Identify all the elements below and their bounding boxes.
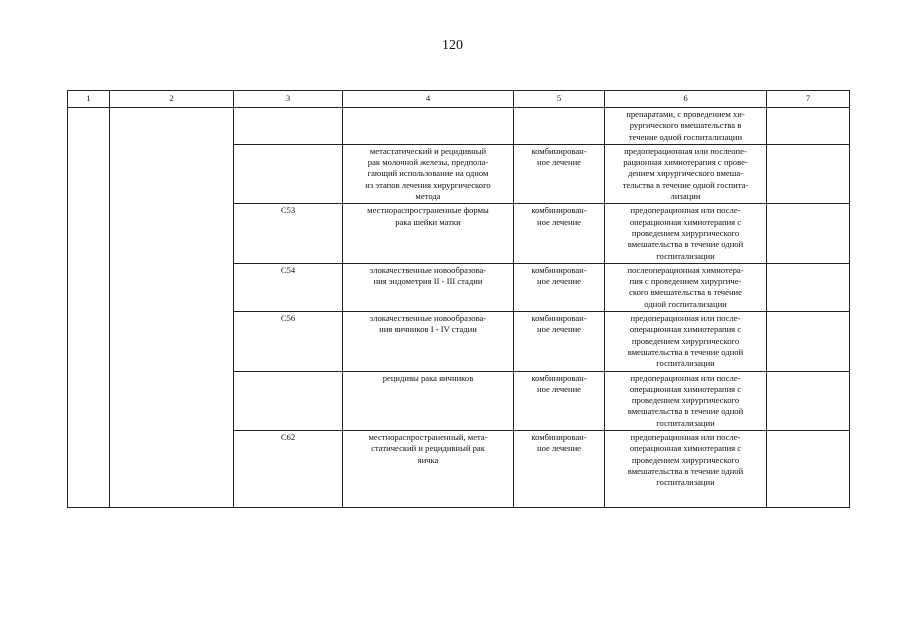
code-text: C62 [280,432,296,443]
cell-treatment-type [514,263,605,311]
cell-code [234,431,343,508]
treatment-type-text: комбинирован- ное лечение [531,264,587,287]
treatment-type-text: комбинирован- ное лечение [531,145,587,168]
cell-method [605,108,767,145]
cell-col2 [110,108,234,508]
method-text: предоперационная или после- операционная химиотерапия с проведением хирургического вмешательства в течение одной госпитализации [627,432,744,488]
table-row [68,108,850,145]
condition-text: злокачественные новообразова- ния эндометрия II - III стадии [369,264,487,287]
cell-code [234,144,343,203]
cell-condition [343,431,514,508]
treatment-type-text: комбинирован- ное лечение [531,432,587,454]
method-text: препаратами, с проведением хи- рургического вмешательства в течение одной госпитализации [626,109,745,142]
header-row [68,91,850,108]
treatment-type-text: комбинирован- ное лечение [531,313,587,335]
method-text: предоперационная или послеопе- рационная химиотерапия с прове- дением хирургического вмеша- тельства в течение одной госпита- лизации [622,145,749,202]
cell-treatment-type [514,371,605,430]
cell-col7 [767,204,850,263]
cell-code [234,371,343,430]
cell-treatment-type [514,144,605,203]
method-text: предоперационная или после- операционная химиотерапия с проведением хирургического вмешательства в течение одной госпитализации [627,313,744,369]
medical-care-table [67,90,850,508]
cell-treatment-type [514,108,605,145]
cell-method [605,204,767,263]
table-body [68,108,850,508]
cell-col7 [767,263,850,311]
condition-text: рецидивы рака яичников [382,372,474,383]
condition-text: местнораспространенные формы рака шейки матки [367,205,489,227]
cell-col7 [767,431,850,508]
cell-col7 [767,108,850,145]
cell-condition [343,204,514,263]
column-header: 7 [767,91,850,108]
column-header: 2 [110,91,234,108]
cell-treatment-type [514,312,605,371]
column-header: 1 [68,91,110,108]
cell-col1 [68,108,110,508]
cell-col7 [767,312,850,371]
cell-method [605,371,767,430]
cell-condition [343,144,514,203]
method-text: предоперационная или после- операционная химиотерапия с проведением хирургического вмешательства в течение одной госпитализации [627,372,744,428]
cell-treatment-type [514,431,605,508]
cell-method [605,431,767,508]
cell-treatment-type [514,204,605,263]
cell-code [234,108,343,145]
cell-code [234,204,343,263]
method-text: послеоперационная химиотера- пия с проведением хирургиче- ского вмешательства в течение одной госпитализации [627,264,744,309]
cell-condition [343,312,514,371]
cell-code [234,312,343,371]
column-header: 3 [234,91,343,108]
cell-method [605,312,767,371]
cell-col7 [767,371,850,430]
treatment-type-text: комбинирован- ное лечение [531,372,587,394]
cell-method [605,144,767,203]
cell-condition [343,371,514,430]
cell-method [605,263,767,311]
condition-text: злокачественные новообразова- ния яичников I - IV стадии [369,313,487,335]
column-header: 5 [514,91,605,108]
code-text: C56 [280,313,296,324]
condition-text: метастатический и рецидивный рак молочной железы, предпола- гающий использование на одном из этапов лечения хирургического метода [365,145,491,202]
code-text: C53 [280,205,296,216]
treatment-type-text: комбинирован- ное лечение [531,205,587,227]
cell-condition [343,108,514,145]
condition-text: местнораспространенный, мета- статический и рецидивный рак яичка [368,432,488,465]
cell-condition [343,263,514,311]
cell-code [234,263,343,311]
column-header: 4 [343,91,514,108]
page-number: 120 [442,38,463,53]
column-header: 6 [605,91,767,108]
method-text: предоперационная или после- операционная химиотерапия с проведением хирургического вмешательства в течение одной госпитализации [627,205,744,261]
cell-col7 [767,144,850,203]
code-text: C54 [280,264,296,275]
